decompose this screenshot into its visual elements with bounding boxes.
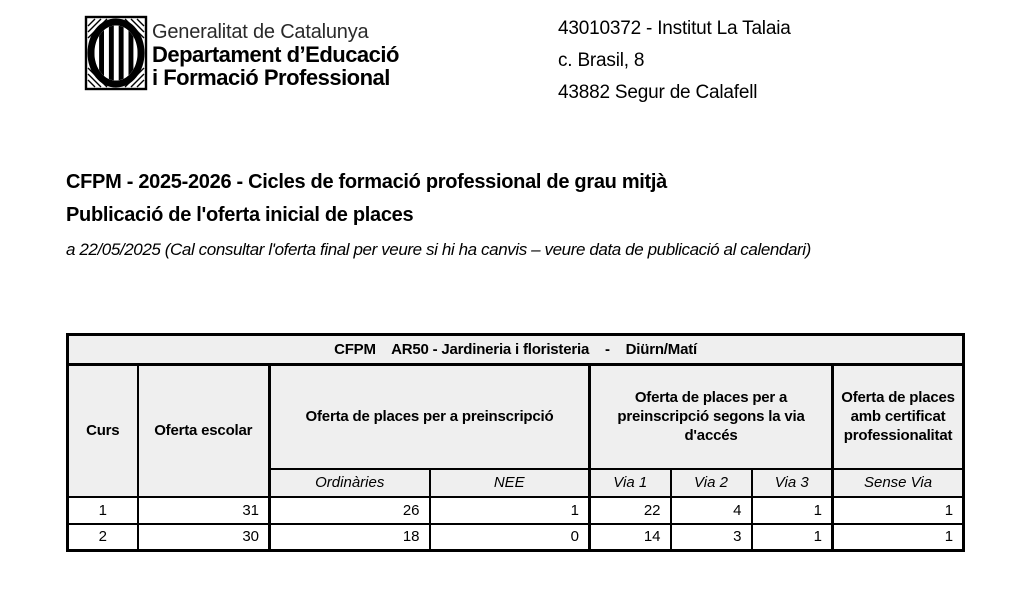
cell-curs: 2	[68, 524, 138, 551]
offer-table	[66, 333, 965, 552]
subheader-via3: Via 3	[752, 469, 833, 497]
cell-sense-via: 1	[833, 524, 964, 551]
table-title: CFPM AR50 - Jardineria i floristeria - Diürn/Matí	[68, 335, 964, 365]
document-title-block	[66, 170, 966, 260]
school-address-block	[558, 13, 791, 109]
cell-nee: 0	[430, 524, 590, 551]
cell-via2: 4	[671, 497, 752, 524]
cell-via1: 22	[590, 497, 671, 524]
document-subtitle: Publicació de l'oferta inicial de places	[66, 204, 414, 226]
subheader-sense-via: Sense Via	[833, 469, 964, 497]
table-row-curs1	[68, 497, 964, 524]
school-city: 43882 Segur de Calafell	[558, 82, 758, 103]
table-row-curs2	[68, 524, 964, 551]
document-title: CFPM - 2025-2026 - Cicles de formació professional de grau mitjà	[66, 171, 667, 193]
table-header-row	[68, 365, 964, 469]
cell-via3: 1	[752, 497, 833, 524]
cell-ordinaries: 26	[270, 497, 430, 524]
subheader-via2: Via 2	[671, 469, 752, 497]
header-oferta-escolar: Oferta escolar	[138, 365, 270, 497]
org-name-line3: i Formació Professional	[152, 65, 390, 90]
cell-oferta-escolar: 30	[138, 524, 270, 551]
document-date-note: a 22/05/2025 (Cal consultar l'oferta final per veure si hi ha canvis – veure data de publicació al calendari)	[66, 240, 811, 259]
cell-oferta-escolar: 31	[138, 497, 270, 524]
header-curs: Curs	[68, 365, 138, 497]
cell-curs: 1	[68, 497, 138, 524]
org-name-line2: Departament d’Educació	[152, 42, 399, 67]
senyera-shield-icon	[84, 15, 148, 91]
table-title-row	[68, 335, 964, 365]
cell-sense-via: 1	[833, 497, 964, 524]
cell-via2: 3	[671, 524, 752, 551]
cell-via1: 14	[590, 524, 671, 551]
cell-ordinaries: 18	[270, 524, 430, 551]
subheader-ordinaries: Ordinàries	[270, 469, 430, 497]
cell-nee: 1	[430, 497, 590, 524]
subheader-via1: Via 1	[590, 469, 671, 497]
school-street: c. Brasil, 8	[558, 50, 645, 71]
org-name-block	[152, 21, 399, 89]
school-code-name: 43010372 - Institut La Talaia	[558, 18, 791, 39]
header-via-acces: Oferta de places per a preinscripció segons la via d'accés	[590, 365, 833, 469]
cell-via3: 1	[752, 524, 833, 551]
header-certificat: Oferta de places amb certificat professionalitat	[833, 365, 964, 469]
subheader-nee: NEE	[430, 469, 590, 497]
org-name-line1: Generalitat de Catalunya	[152, 21, 369, 43]
header-preinscripcio: Oferta de places per a preinscripció	[270, 365, 590, 469]
